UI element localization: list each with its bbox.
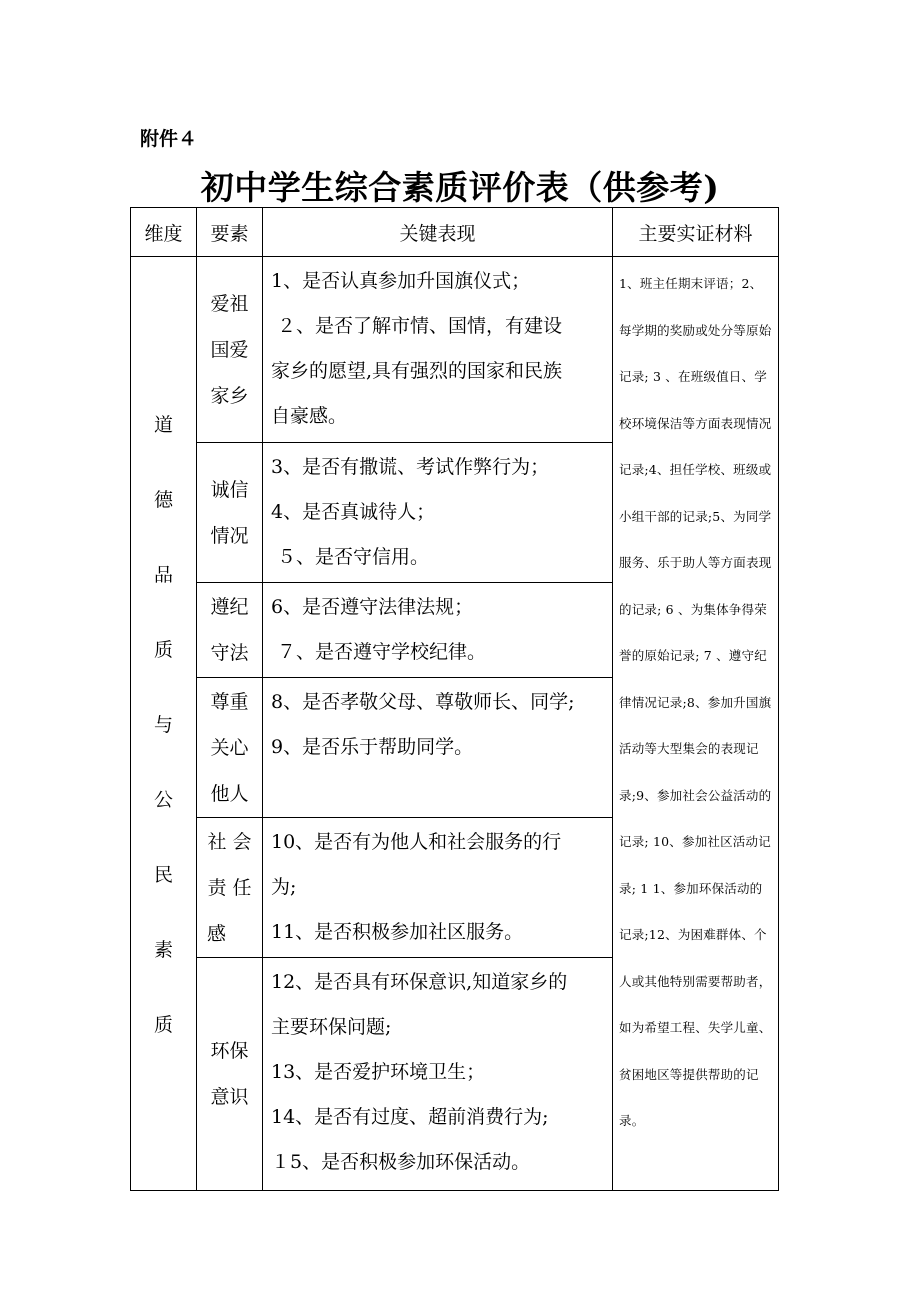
element-name-line: 他人 [210, 782, 249, 805]
performance-cell [263, 257, 613, 443]
performance-line: ２、是否了解市情、国情，有建设 [271, 315, 563, 337]
element-cell [197, 678, 263, 818]
performance-line: 主要环保问题; [271, 1016, 392, 1038]
element-name-line: 诚信 [210, 478, 249, 501]
dimension-char: 质 [153, 1014, 173, 1036]
evaluation-table [130, 207, 779, 1191]
element-name-line: 国爱 [210, 338, 249, 361]
materials-text: 1、班主任期末评语；2、每学期的奖励或处分等原始记录; 3 、在班级值日、学校环境保洁等方面表现情况记录;4、担任学校、班级或小组干部的记录;5、为同学服务、乐于助人等方面表现的记录; 6 、为集体争得荣誉的原始记录; 7 、遵守纪律情况记录;8、参加升国旗活动等大型集会的表现记录;9、参加社会公益活动的记录; 10、参加社区活动记录; 1 1、参加环保活动的记录;12、为困难群体、个人或其他特别需要帮助者，如为希望工程、失学儿童、贫困地区等提供帮助的记录。 [619, 276, 772, 1128]
element-name-line: 情况 [210, 524, 249, 547]
performance-cell [263, 583, 613, 678]
header-row [131, 208, 779, 257]
performance-line: ５、是否守信用。 [271, 546, 430, 568]
dimension-char: 道 [153, 414, 173, 436]
performance-line: 10、是否有为他人和社会服务的行 [271, 831, 562, 853]
annex-label: 附件４ [140, 128, 198, 150]
performance-line: ７、是否遵守学校纪律。 [271, 641, 487, 663]
dimension-char: 与 [153, 714, 173, 736]
dimension-char: 品 [153, 564, 173, 586]
performance-line: 6、是否遵守法律法规； [271, 596, 474, 618]
element-name-line: 责 任 [207, 876, 252, 899]
dimension-char: 质 [153, 639, 173, 661]
header-materials: 主要实证材料 [613, 208, 779, 257]
performance-line: 11、是否积极参加社区服务。 [271, 921, 524, 943]
header-dimension: 维度 [131, 208, 197, 257]
header-element: 要素 [197, 208, 263, 257]
header-performance: 关键表现 [263, 208, 613, 257]
performance-line: 9、是否乐于帮助同学。 [271, 736, 474, 758]
performance-cell [263, 958, 613, 1191]
performance-line: １5、是否积极参加环保活动。 [271, 1151, 531, 1173]
dimension-cell [131, 257, 197, 1191]
element-cell [197, 958, 263, 1191]
performance-cell [263, 678, 613, 818]
performance-cell [263, 818, 613, 958]
element-cell [197, 257, 263, 443]
performance-line: 12、是否具有环保意识,知道家乡的 [271, 971, 568, 993]
dimension-char: 公 [153, 789, 173, 811]
performance-line: 家乡的愿望,具有强烈的国家和民族 [271, 360, 563, 382]
element-name-line: 家乡 [210, 384, 249, 407]
element-name-line: 尊重 [210, 690, 249, 713]
element-cell [197, 443, 263, 583]
performance-line: 8、是否孝敬父母、尊敬师长、同学; [271, 691, 575, 713]
page-title: 初中学生综合素质评价表（供参考) [200, 168, 720, 207]
performance-line: 3、是否有撒谎、考试作弊行为； [271, 456, 550, 478]
dimension-char: 素 [153, 939, 173, 961]
performance-line: 13、是否爱护环境卫生； [271, 1061, 486, 1083]
performance-line: 为; [271, 876, 297, 898]
element-name-line: 关心 [210, 736, 249, 759]
table-row [131, 257, 779, 443]
performance-line: 14、是否有过度、超前消费行为; [271, 1106, 549, 1128]
dimension-char: 民 [153, 864, 173, 886]
element-name-line: 感 [207, 922, 227, 945]
element-name-line: 环保 [210, 1040, 249, 1062]
element-name-line: 遵纪 [210, 596, 249, 618]
element-cell [197, 818, 263, 958]
performance-cell [263, 443, 613, 583]
element-name-line: 社 会 [207, 830, 252, 853]
performance-line: 自豪感。 [271, 405, 348, 427]
element-name-line: 守法 [210, 642, 249, 664]
dimension-char: 德 [153, 489, 173, 511]
element-name-line: 意识 [210, 1086, 249, 1108]
performance-line: 4、是否真诚待人； [271, 501, 436, 523]
element-name-line: 爱祖 [210, 292, 249, 315]
materials-cell [613, 257, 779, 1191]
element-cell [197, 583, 263, 678]
performance-line: 1、是否认真参加升国旗仪式； [271, 270, 531, 292]
